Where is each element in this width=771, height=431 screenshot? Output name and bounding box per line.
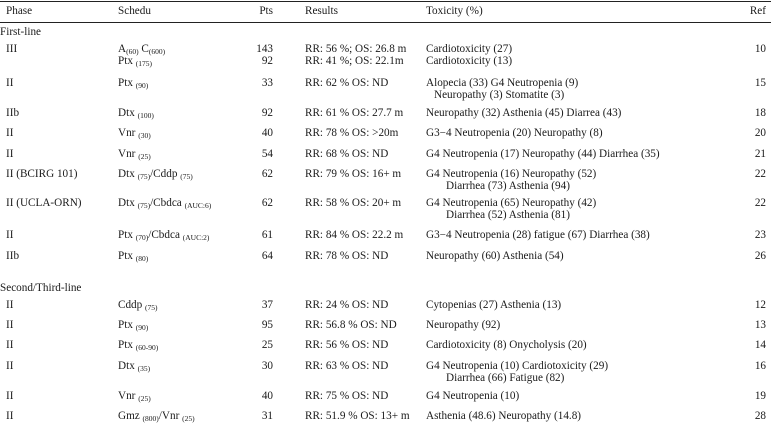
cell-toxicity: Neuropathy (3) Stomatite (3)	[434, 89, 565, 101]
cell-phase: III	[6, 43, 18, 55]
dose-subscript: (90)	[135, 323, 149, 332]
cell-ref: 12	[754, 299, 766, 311]
cell-pts: 62	[261, 197, 273, 209]
cell-phase: II	[6, 319, 14, 331]
dose-subscript: (25)	[138, 152, 151, 161]
cell-ref: 16	[754, 360, 766, 372]
dose-subscript: (25)	[138, 394, 151, 403]
section-title: Second/Third-line	[0, 282, 82, 294]
cell-results: RR: 68 % OS: ND	[305, 148, 389, 160]
cell-results: RR: 51.9 % OS: 13+ m	[305, 410, 410, 422]
dose-subscript: (90)	[135, 81, 149, 90]
cell-toxicity: G4 Neutropenia (10) Cardiotoxicity (29)	[426, 360, 609, 372]
cell-schedule: Vnr $_{(25)}$	[118, 390, 151, 403]
cell-results: RR: 41 %; OS: 22.1m	[305, 55, 404, 67]
cell-toxicity: Alopecia (33) G4 Neutropenia (9)	[426, 77, 579, 89]
cell-schedule: Dtx $_{(75)}$/Cbdca $_{(AUC:6)}$	[118, 197, 212, 210]
dose-subscript: (75)	[145, 303, 158, 312]
dose-subscript: (25)	[182, 414, 195, 423]
dose-subscript: (600)	[148, 47, 166, 56]
cell-schedule: Ptx $_{(90)}$	[118, 319, 149, 332]
cell-schedule: Vnr $_{(30)}$	[118, 127, 151, 140]
cell-pts: 92	[261, 107, 273, 119]
cell-phase: II	[6, 148, 14, 160]
cell-ref: 14	[754, 339, 766, 351]
header-results: Results	[305, 5, 338, 17]
cell-ref: 21	[754, 148, 766, 160]
cell-phase: II	[6, 410, 14, 422]
cell-pts: 33	[261, 77, 273, 89]
dose-subscript: (100)	[137, 111, 154, 120]
cell-schedule: Ptx $_{(60-90)}$	[118, 339, 159, 352]
cell-ref: 26	[754, 250, 766, 262]
dose-subscript: (800)	[142, 414, 159, 423]
dose-subscript: (75)	[180, 172, 193, 181]
cell-pts: 95	[261, 319, 273, 331]
cell-phase: II	[6, 229, 14, 241]
cell-results: RR: 56 % OS: ND	[305, 339, 389, 351]
cell-schedule: Ptx $_{(175)}$	[118, 55, 152, 68]
cell-ref: 22	[754, 168, 766, 180]
dose-subscript: (70)	[135, 233, 149, 242]
cell-toxicity: Cardiotoxicity (13)	[426, 55, 513, 67]
dose-subscript: (AUC:2)	[182, 233, 210, 242]
cell-schedule: Vnr $_{(25)}$	[118, 148, 151, 161]
cell-results: RR: 78 % OS: >20m	[305, 127, 399, 139]
header-toxicity: Toxicity (%)	[426, 5, 483, 17]
cell-toxicity: G4 Neutropenia (10)	[426, 390, 520, 402]
cell-results: RR: 84 % OS: 22.2 m	[305, 229, 404, 241]
cell-ref: 19	[754, 390, 766, 402]
cell-pts: 54	[261, 148, 273, 160]
cell-results: RR: 75 % OS: ND	[305, 390, 389, 402]
cell-toxicity: G4 Neutropenia (65) Neuropathy (42)	[426, 197, 597, 209]
header-schedule: Schedu	[118, 5, 151, 17]
cell-results: RR: 78 % OS: ND	[305, 250, 389, 262]
cell-toxicity: Neuropathy (60) Asthenia (54)	[426, 250, 564, 262]
cell-phase: II	[6, 390, 14, 402]
cell-toxicity: Cardiotoxicity (8) Onycholysis (20)	[426, 339, 587, 351]
cell-ref: 15	[754, 77, 766, 89]
cell-schedule: Cddp $_{(75)}$	[118, 299, 158, 312]
cell-toxicity: Diarrhea (52) Asthenia (81)	[446, 209, 570, 221]
table-top-rule	[0, 1, 771, 2]
header-bottom-rule	[0, 22, 771, 23]
cell-results: RR: 56 %; OS: 26.8 m	[305, 43, 407, 55]
cell-phase: II	[6, 339, 14, 351]
cell-phase: IIb	[6, 250, 20, 262]
cell-toxicity: Diarrhea (66) Fatigue (82)	[446, 372, 565, 384]
dose-subscript: (60-90)	[135, 343, 159, 352]
dose-subscript: (35)	[137, 364, 151, 373]
cell-schedule: Dtx $_{(75)}$/Cddp $_{(75)}$	[118, 168, 193, 181]
cell-toxicity: Cardiotoxicity (27)	[426, 43, 513, 55]
cell-results: RR: 56.8 % OS: ND	[305, 319, 397, 331]
header-ref: Ref	[749, 5, 766, 17]
cell-pts: 25	[261, 339, 273, 351]
cell-pts: 92	[261, 55, 273, 67]
header-pts: Pts	[259, 5, 273, 17]
cell-pts: 31	[261, 410, 273, 422]
cell-ref: 28	[754, 410, 766, 422]
cell-pts: 37	[261, 299, 273, 311]
cell-results: RR: 63 % OS: ND	[305, 360, 389, 372]
cell-toxicity: G3−4 Neutropenia (20) Neuropathy (8)	[426, 127, 603, 139]
dose-subscript: (30)	[138, 131, 151, 140]
cell-schedule: Ptx $_{(90)}$	[118, 77, 149, 90]
cell-pts: 62	[261, 168, 273, 180]
cell-phase: II (BCIRG 101)	[6, 168, 78, 180]
cell-schedule: Dtx $_{(35)}$	[118, 360, 151, 373]
cell-ref: 22	[754, 197, 766, 209]
cell-toxicity: G3−4 Neutropenia (28) fatigue (67) Diarrhea (38)	[426, 229, 650, 241]
cell-schedule: $A_{(60)}$ $C_{(600)}$	[118, 43, 166, 56]
cell-phase: IIb	[6, 107, 20, 119]
dose-subscript: (80)	[135, 254, 149, 263]
cell-results: RR: 79 % OS: 16+ m	[305, 168, 402, 180]
cell-ref: 23	[754, 229, 766, 241]
cell-toxicity: Neuropathy (92)	[426, 319, 501, 331]
cell-pts: 64	[261, 250, 273, 262]
cell-schedule: Gmz $_{(800)}$/Vnr $_{(25)}$	[118, 410, 195, 423]
cell-toxicity: Cytopenias (27) Asthenia (13)	[426, 299, 562, 311]
dose-subscript: (75)	[137, 172, 151, 181]
cell-phase: II (UCLA-ORN)	[6, 197, 82, 209]
cell-phase: II	[6, 299, 14, 311]
cell-schedule: Ptx $_{(70)}$/Cbdca $_{(AUC:2)}$	[118, 229, 210, 242]
dose-subscript: (75)	[137, 201, 151, 210]
cell-toxicity: Neuropathy (32) Asthenia (45) Diarrea (43)	[426, 107, 622, 119]
cell-results: RR: 62 % OS: ND	[305, 77, 389, 89]
cell-phase: II	[6, 127, 14, 139]
cell-schedule: Ptx $_{(80)}$	[118, 250, 149, 263]
section-title: First-line	[0, 26, 42, 38]
cell-toxicity: G4 Neutropenia (16) Neuropathy (52)	[426, 168, 597, 180]
cell-toxicity: Diarrhea (73) Asthenia (94)	[446, 180, 570, 192]
cell-pts: 30	[261, 360, 273, 372]
dose-subscript: (AUC:6)	[184, 201, 212, 210]
cell-pts: 40	[261, 390, 273, 402]
cell-ref: 10	[754, 43, 766, 55]
cell-toxicity: Asthenia (48.6) Neuropathy (14.8)	[426, 410, 582, 422]
cell-results: RR: 58 % OS: 20+ m	[305, 197, 402, 209]
header-phase: Phase	[6, 5, 33, 17]
cell-toxicity: G4 Neutropenia (17) Neuropathy (44) Diarrhea (35)	[426, 148, 660, 160]
cell-phase: II	[6, 77, 14, 89]
cell-pts: 143	[256, 43, 273, 55]
cell-schedule: Dtx $_{(100)}$	[118, 107, 154, 120]
dose-subscript: (175)	[135, 59, 152, 68]
cell-results: RR: 24 % OS: ND	[305, 299, 389, 311]
cell-ref: 18	[754, 107, 766, 119]
cell-results: RR: 61 % OS: 27.7 m	[305, 107, 404, 119]
cell-ref: 13	[754, 319, 766, 331]
cell-pts: 40	[261, 127, 273, 139]
cell-pts: 61	[261, 229, 273, 241]
cell-phase: II	[6, 360, 14, 372]
dose-subscript: (60)	[126, 47, 139, 56]
cell-ref: 20	[754, 127, 766, 139]
